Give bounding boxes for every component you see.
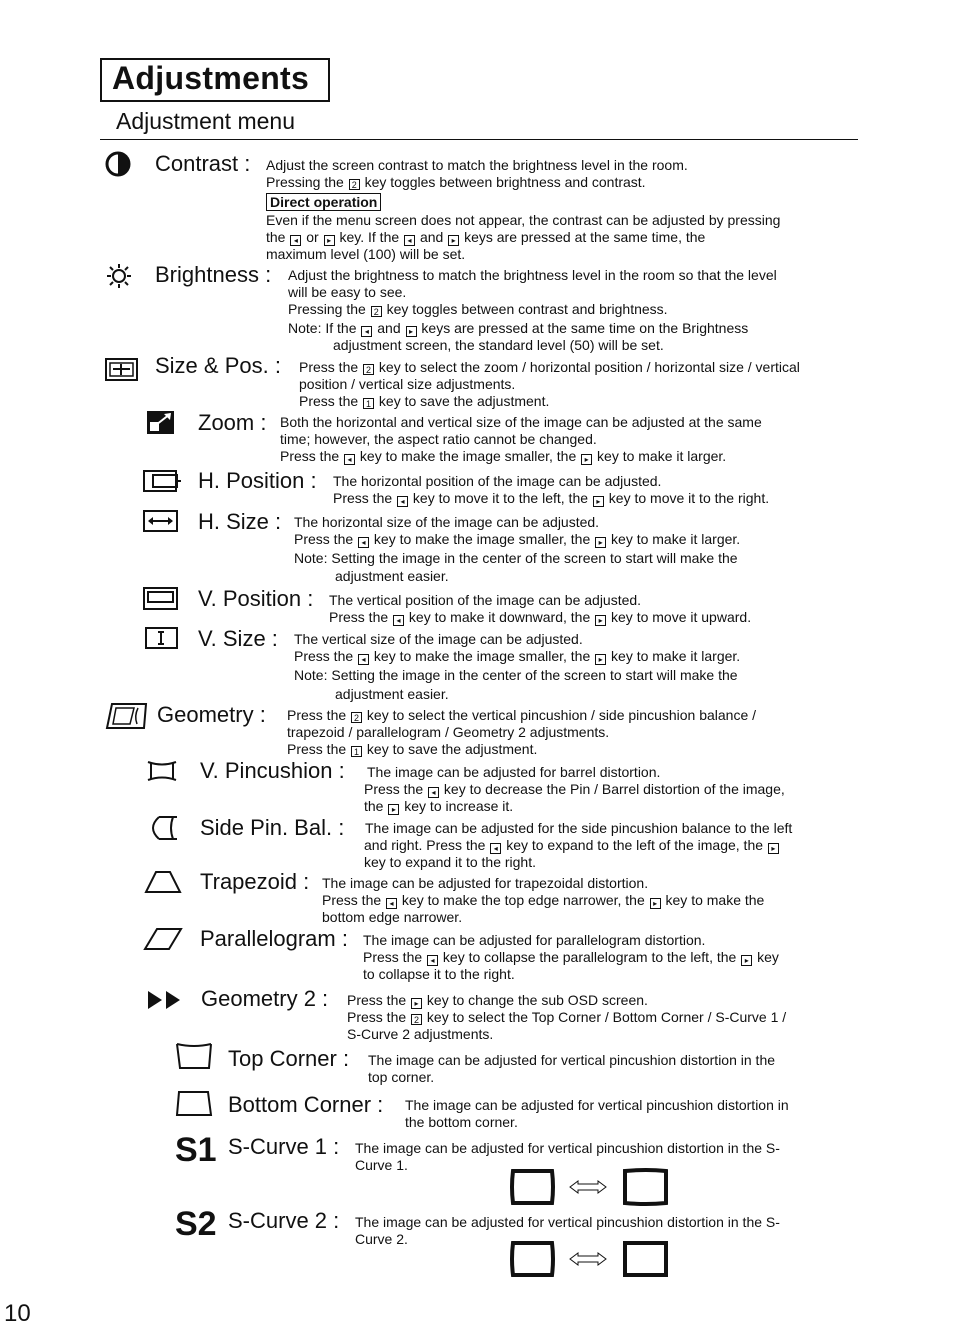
s-curve1-text: The image can be adjusted for vertical pincushion distortion in the S- [355, 1140, 780, 1156]
contrast-text: Even if the menu screen does not appear, the contrast can be adjusted by pressing [266, 212, 781, 228]
s-curve1-text: Curve 1. [355, 1157, 408, 1173]
bottom-corner-icon [175, 1090, 213, 1118]
brightness-note: Note: If the ◂ and ▸ keys are pressed at the same time on the Brightness [288, 320, 749, 336]
zoom-text: Both the horizontal and vertical size of the image can be adjusted at the same [280, 414, 762, 430]
geometry2-text: Press the 2 key to select the Top Corner / Bottom Corner / S-Curve 1 / [347, 1009, 787, 1025]
s1-badge: S1 [175, 1131, 217, 1169]
v-position-icon [143, 587, 179, 611]
page-title: Adjustments [112, 60, 310, 96]
trapezoid-text: The image can be adjusted for trapezoidal distortion. [322, 875, 649, 891]
side-pin-bal-heading: Side Pin. Bal. : [200, 815, 345, 840]
v-size-note: Note: Setting the image in the center of the screen to start will make the [294, 667, 738, 683]
v-pincushion-text: The image can be adjusted for barrel distortion. [367, 764, 661, 780]
bottom-corner-text: the bottom corner. [405, 1114, 518, 1130]
h-size-icon [143, 510, 179, 532]
zoom-text: time; however, the aspect ratio cannot be changed. [280, 431, 597, 447]
bottom-corner-text: The image can be adjusted for vertical pincushion distortion in [405, 1097, 789, 1113]
s-curve1-right-shape-icon [622, 1168, 670, 1206]
geometry-text: Press the 1 key to save the adjustment. [287, 741, 538, 757]
side-pin-bal-text: and right. Press the ◂ key to expand to the left of the image, the ▸ [364, 837, 780, 854]
contrast-heading: Contrast : [155, 151, 251, 176]
h-size-note: Note: Setting the image in the center of the screen to start will make the [294, 550, 738, 566]
h-position-heading: H. Position : [198, 468, 317, 493]
geometry2-text: S-Curve 2 adjustments. [347, 1026, 494, 1042]
top-corner-text: The image can be adjusted for vertical pincushion distortion in the [368, 1052, 776, 1068]
parallelogram-text: The image can be adjusted for parallelogram distortion. [363, 932, 706, 948]
h-position-text: The horizontal position of the image can be adjusted. [333, 473, 662, 489]
size-pos-text: Press the 1 key to save the adjustment. [299, 393, 550, 409]
s-curve1-heading: S-Curve 1 : [228, 1134, 340, 1159]
geometry2-text: Press the ▸ key to change the sub OSD screen. [347, 992, 648, 1008]
geometry-icon [104, 700, 150, 732]
h-position-icon [143, 470, 183, 492]
v-size-note: adjustment easier. [335, 686, 449, 702]
h-size-heading: H. Size : [198, 509, 282, 534]
side-pin-bal-icon [145, 814, 179, 842]
zoom-heading: Zoom : [198, 410, 267, 435]
contrast-text: Pressing the 2 key toggles between brightness and contrast. [266, 174, 646, 190]
v-size-heading: V. Size : [198, 626, 278, 651]
brightness-heading: Brightness : [155, 262, 272, 287]
trapezoid-text: bottom edge narrower. [322, 909, 463, 925]
zoom-icon [146, 410, 176, 436]
trapezoid-heading: Trapezoid : [200, 869, 310, 894]
parallelogram-text: Press the ◂ key to collapse the parallelogram to the left, the ▸ key [363, 949, 779, 965]
v-size-text: The vertical size of the image can be adjusted. [294, 631, 583, 647]
geometry2-heading: Geometry 2 : [201, 986, 329, 1011]
h-size-note: adjustment easier. [335, 568, 449, 584]
v-pincushion-heading: V. Pincushion : [200, 758, 345, 783]
size-pos-icon [105, 358, 139, 382]
v-position-text: The vertical position of the image can be adjusted. [329, 592, 642, 608]
brightness-icon [104, 262, 134, 292]
trapezoid-icon [144, 870, 182, 894]
page-number: 10 [4, 1300, 31, 1327]
fast-forward-icon [146, 989, 190, 1011]
s-curve2-right-shape-icon [622, 1240, 670, 1278]
v-size-text: Press the ◂ key to make the image smaller, the ▸ key to make it larger. [294, 648, 741, 664]
v-pincushion-text: the ▸ key to increase it. [364, 798, 514, 814]
s-curve1-left-shape-icon [510, 1168, 556, 1206]
parallelogram-heading: Parallelogram : [200, 926, 348, 951]
trapezoid-text: Press the ◂ key to make the top edge narrower, the ▸ key to make the [322, 892, 765, 908]
divider [100, 139, 858, 140]
top-corner-heading: Top Corner : [228, 1046, 350, 1071]
geometry-heading: Geometry : [157, 702, 266, 727]
side-pin-bal-text: The image can be adjusted for the side pincushion balance to the left [365, 820, 793, 836]
parallelogram-text: to collapse it to the right. [363, 966, 515, 982]
size-pos-heading: Size & Pos. : [155, 353, 281, 378]
s-curve2-left-shape-icon [510, 1240, 556, 1278]
page-subtitle: Adjustment menu [116, 108, 295, 134]
h-position-text: Press the ◂ key to move it to the left, the ▸ key to move it to the right. [333, 490, 770, 506]
geometry-text: Press the 2 key to select the vertical pincushion / side pincushion balance / [287, 707, 757, 723]
parallelogram-icon [143, 927, 183, 951]
brightness-text: will be easy to see. [288, 284, 407, 300]
s-curve2-heading: S-Curve 2 : [228, 1208, 340, 1233]
v-pincushion-text: Press the ◂ key to decrease the Pin / Barrel distortion of the image, [364, 781, 785, 797]
side-pin-bal-text: key to expand it to the right. [364, 854, 536, 870]
s2-badge: S2 [175, 1205, 217, 1243]
brightness-text: Pressing the 2 key toggles between contrast and brightness. [288, 301, 668, 317]
bottom-corner-heading: Bottom Corner : [228, 1092, 384, 1117]
top-corner-text: top corner. [368, 1069, 435, 1085]
geometry-text: trapezoid / parallelogram / Geometry 2 adjustments. [287, 724, 610, 740]
h-size-text: The horizontal size of the image can be adjusted. [294, 514, 600, 530]
contrast-text: Adjust the screen contrast to match the brightness level in the room. [266, 157, 688, 173]
s-curve2-text: Curve 2. [355, 1231, 408, 1247]
contrast-icon [104, 150, 134, 180]
h-size-text: Press the ◂ key to make the image smaller, the ▸ key to make it larger. [294, 531, 741, 547]
brightness-text: Adjust the brightness to match the brightness level in the room so that the level [288, 267, 777, 283]
contrast-text: maximum level (100) will be set. [266, 246, 466, 262]
brightness-note: adjustment screen, the standard level (50) will be set. [333, 337, 664, 353]
contrast-text: the ◂ or ▸ key. If the ◂ and ▸ keys are pressed at the same time, the [266, 229, 706, 245]
size-pos-text: position / vertical size adjustments. [299, 376, 516, 392]
v-position-text: Press the ◂ key to make it downward, the ▸ key to move it upward. [329, 609, 752, 625]
direct-operation-label: Direct operation [266, 193, 381, 211]
v-position-heading: V. Position : [198, 586, 314, 611]
v-pincushion-icon [146, 760, 178, 782]
s-curve2-text: The image can be adjusted for vertical pincushion distortion in the S- [355, 1214, 780, 1230]
size-pos-text: Press the 2 key to select the zoom / horizontal position / horizontal size / vertical [299, 359, 800, 375]
double-arrow-icon [568, 1179, 608, 1195]
top-corner-icon [175, 1042, 213, 1070]
zoom-text: Press the ◂ key to make the image smaller, the ▸ key to make it larger. [280, 448, 727, 464]
double-arrow-icon [568, 1251, 608, 1267]
v-size-icon [145, 627, 179, 649]
